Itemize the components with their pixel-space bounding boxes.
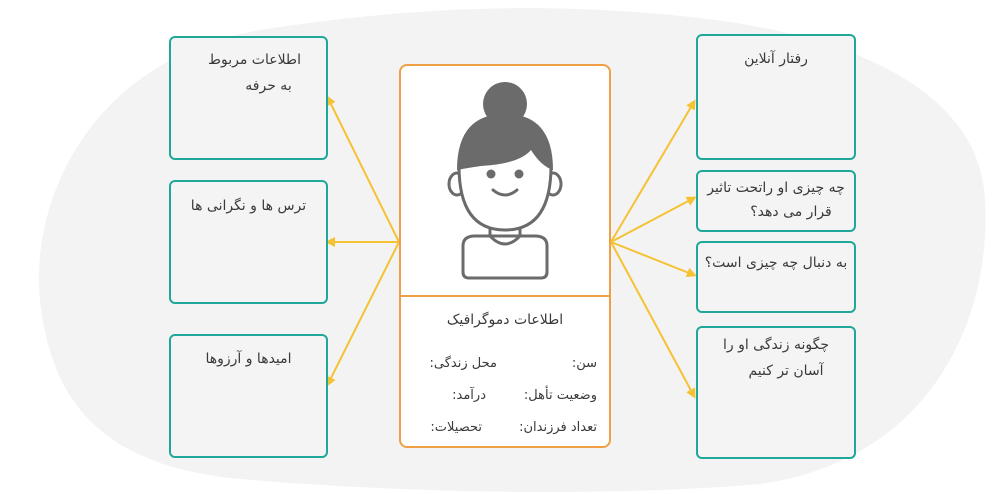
box-text-line: به دنبال چه چیزی است؟ <box>704 255 848 271</box>
box-hopes-dreams <box>169 334 328 458</box>
box-text-line: قرار می دهد؟ <box>750 204 832 220</box>
field-education: تحصیلات: <box>430 420 482 435</box>
box-text-line: ترس ها و نگرانی ها <box>190 198 307 214</box>
box-online-behavior <box>696 34 856 160</box>
box-text-line: امیدها و آرزوها <box>205 351 292 367</box>
persona-divider <box>401 295 609 297</box>
field-income: درآمد: <box>452 388 486 403</box>
box-profession-info <box>169 36 328 160</box>
box-fears-concerns <box>169 180 328 304</box>
box-text-line: به حرفه <box>245 78 292 94</box>
box-what-influences <box>696 170 856 232</box>
field-children-count: تعداد فرزندان: <box>519 420 597 435</box>
box-make-life-easier <box>696 326 856 459</box>
field-residence: محل زندگی: <box>429 356 497 371</box>
woman-avatar-icon <box>401 66 609 294</box>
box-what-seeking <box>696 241 856 313</box>
field-marital-status: وضعیت تأهل: <box>523 388 597 403</box>
arrow-to-hopes <box>328 242 399 384</box>
arrow-to-make-life-easier <box>611 242 694 396</box>
box-text-line: آسان تر کنیم <box>748 363 824 379</box>
demographics-title: اطلاعات دموگرافیک <box>446 312 564 328</box>
persona-card <box>399 64 611 448</box>
box-text-line: چه چیزی او راتحت تاثیر <box>707 180 845 196</box>
field-age: سن: <box>571 356 597 371</box>
box-text-line: رفتار آنلاین <box>744 51 808 67</box>
box-text-line: چگونه زندگی او را <box>722 337 829 353</box>
box-text-line: اطلاعات مربوط <box>208 52 301 68</box>
arrow-to-seeking <box>611 242 694 275</box>
arrow-to-profession <box>328 98 399 242</box>
